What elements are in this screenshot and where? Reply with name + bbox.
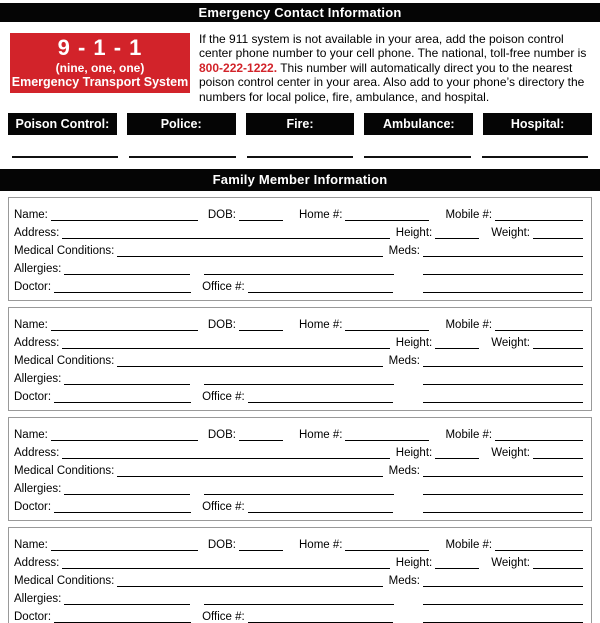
member-row-name	[14, 533, 583, 551]
meds-write-in-line-3	[423, 500, 583, 513]
section-header-family-member	[0, 169, 600, 191]
section-title: Emergency Contact Information	[198, 5, 402, 20]
doctor-write-in-line	[54, 280, 191, 293]
mobile-number-label: Mobile #:	[445, 429, 493, 442]
height-label: Height:	[395, 557, 433, 570]
contact-label-ambulance: Ambulance:	[364, 113, 473, 135]
911-number: 9 - 1 - 1	[57, 35, 143, 61]
poison-control-write-in-line	[12, 156, 118, 158]
name-label: Name:	[14, 319, 48, 332]
medical-conditions-label: Medical Conditions:	[14, 355, 115, 368]
member-row-allergies	[14, 367, 583, 385]
family-member-block-2	[8, 307, 592, 411]
office-number-label: Office #:	[202, 611, 245, 623]
mobile-number-write-in-line	[495, 538, 583, 551]
meds-write-in-line	[423, 354, 583, 367]
poison-control-instructions	[199, 31, 589, 104]
family-member-blocks	[0, 197, 600, 623]
contact-label-police: Police:	[127, 113, 236, 135]
height-label: Height:	[395, 337, 433, 350]
meds-write-in-line-3	[423, 280, 583, 293]
home-number-write-in-line	[345, 538, 429, 551]
allergies-write-in-line	[64, 592, 190, 605]
member-row-name	[14, 313, 583, 331]
office-number-write-in-line	[248, 500, 393, 513]
medical-conditions-write-in-line	[117, 464, 382, 477]
name-write-in-line	[51, 428, 198, 441]
height-write-in-line	[435, 226, 479, 239]
name-write-in-line	[51, 318, 198, 331]
member-row-doctor	[14, 275, 583, 293]
office-number-write-in-line	[248, 610, 393, 623]
medical-conditions-write-in-line	[117, 244, 382, 257]
weight-label: Weight:	[491, 557, 530, 570]
address-write-in-line	[62, 556, 389, 569]
member-row-medical	[14, 349, 583, 367]
allergies-write-in-line-2	[204, 372, 394, 385]
member-row-address	[14, 331, 583, 349]
mobile-number-label: Mobile #:	[445, 539, 493, 552]
mobile-number-write-in-line	[495, 428, 583, 441]
office-number-write-in-line	[248, 280, 393, 293]
medical-conditions-label: Medical Conditions:	[14, 575, 115, 588]
family-member-block-1	[8, 197, 592, 301]
member-row-medical	[14, 239, 583, 257]
allergies-label: Allergies:	[14, 483, 62, 496]
weight-write-in-line	[533, 556, 583, 569]
doctor-label: Doctor:	[14, 611, 52, 623]
meds-write-in-line-2	[423, 482, 583, 495]
medical-conditions-write-in-line	[117, 354, 382, 367]
medical-conditions-label: Medical Conditions:	[14, 245, 115, 258]
member-row-name	[14, 423, 583, 441]
weight-label: Weight:	[491, 447, 530, 460]
section-header-emergency-contact	[0, 3, 600, 22]
member-row-address	[14, 221, 583, 239]
allergies-label: Allergies:	[14, 373, 62, 386]
member-row-allergies	[14, 587, 583, 605]
meds-label: Meds:	[388, 355, 420, 368]
meds-write-in-line-2	[423, 372, 583, 385]
meds-write-in-line	[423, 464, 583, 477]
height-label: Height:	[395, 227, 433, 240]
allergies-label: Allergies:	[14, 593, 62, 606]
contact-label-hospital: Hospital:	[483, 113, 592, 135]
weight-write-in-line	[533, 446, 583, 459]
weight-write-in-line	[533, 226, 583, 239]
home-number-label: Home #:	[299, 429, 343, 442]
allergies-write-in-line	[64, 262, 190, 275]
contact-label-poison-control: Poison Control:	[8, 113, 117, 135]
weight-label: Weight:	[491, 337, 530, 350]
dob-label: DOB:	[207, 539, 236, 552]
doctor-label: Doctor:	[14, 281, 52, 294]
emergency-contact-labels-row	[8, 113, 592, 135]
name-label: Name:	[14, 429, 48, 442]
home-number-label: Home #:	[299, 319, 343, 332]
mobile-number-write-in-line	[495, 208, 583, 221]
police-write-in-line	[129, 156, 235, 158]
member-row-allergies	[14, 257, 583, 275]
allergies-write-in-line-2	[204, 482, 394, 495]
member-row-allergies	[14, 477, 583, 495]
medical-conditions-write-in-line	[117, 574, 382, 587]
poison-control-phone-number: 800-222-1222.	[199, 60, 278, 75]
mobile-number-label: Mobile #:	[445, 319, 493, 332]
member-row-medical	[14, 569, 583, 587]
address-write-in-line	[62, 226, 389, 239]
office-number-label: Office #:	[202, 281, 245, 294]
medical-conditions-label: Medical Conditions:	[14, 465, 115, 478]
family-member-block-3	[8, 417, 592, 521]
911-banner	[10, 33, 190, 93]
home-number-write-in-line	[345, 208, 429, 221]
ambulance-write-in-line	[364, 156, 470, 158]
doctor-label: Doctor:	[14, 391, 52, 404]
meds-write-in-line-2	[423, 262, 583, 275]
intro-section	[0, 22, 600, 104]
instructions-text-before: If the 911 system is not available in your area, add the poison control center phone number to your cell phone. The national, toll-free number is	[199, 32, 587, 61]
doctor-label: Doctor:	[14, 501, 52, 514]
member-row-address	[14, 441, 583, 459]
member-row-doctor	[14, 385, 583, 403]
contact-label-fire: Fire:	[246, 113, 355, 135]
address-label: Address:	[14, 227, 60, 240]
home-number-write-in-line	[345, 318, 429, 331]
member-row-address	[14, 551, 583, 569]
home-number-write-in-line	[345, 428, 429, 441]
meds-write-in-line-3	[423, 610, 583, 623]
emergency-contact-lines-row	[12, 156, 588, 158]
office-number-label: Office #:	[202, 391, 245, 404]
home-number-label: Home #:	[299, 209, 343, 222]
meds-label: Meds:	[388, 245, 420, 258]
name-write-in-line	[51, 538, 198, 551]
home-number-label: Home #:	[299, 539, 343, 552]
dob-label: DOB:	[207, 209, 236, 222]
height-label: Height:	[395, 447, 433, 460]
mobile-number-write-in-line	[495, 318, 583, 331]
member-row-doctor	[14, 495, 583, 513]
allergies-write-in-line	[64, 482, 190, 495]
dob-write-in-line	[239, 208, 283, 221]
meds-write-in-line-2	[423, 592, 583, 605]
address-label: Address:	[14, 337, 60, 350]
member-row-name	[14, 203, 583, 221]
height-write-in-line	[435, 556, 479, 569]
address-label: Address:	[14, 557, 60, 570]
meds-label: Meds:	[388, 575, 420, 588]
meds-write-in-line	[423, 574, 583, 587]
dob-write-in-line	[239, 318, 283, 331]
height-write-in-line	[435, 336, 479, 349]
address-write-in-line	[62, 446, 389, 459]
doctor-write-in-line	[54, 390, 191, 403]
name-write-in-line	[51, 208, 198, 221]
name-label: Name:	[14, 539, 48, 552]
allergies-write-in-line	[64, 372, 190, 385]
office-number-write-in-line	[248, 390, 393, 403]
family-member-block-4	[8, 527, 592, 623]
office-number-label: Office #:	[202, 501, 245, 514]
dob-label: DOB:	[207, 319, 236, 332]
member-row-doctor	[14, 605, 583, 623]
allergies-write-in-line-2	[204, 592, 394, 605]
meds-write-in-line	[423, 244, 583, 257]
address-write-in-line	[62, 336, 389, 349]
dob-write-in-line	[239, 428, 283, 441]
height-write-in-line	[435, 446, 479, 459]
hospital-write-in-line	[482, 156, 588, 158]
911-words: (nine, one, one)	[55, 60, 145, 75]
meds-write-in-line-3	[423, 390, 583, 403]
911-caption: Emergency Transport System	[11, 75, 189, 90]
mobile-number-label: Mobile #:	[445, 209, 493, 222]
allergies-label: Allergies:	[14, 263, 62, 276]
weight-label: Weight:	[491, 227, 530, 240]
meds-label: Meds:	[388, 465, 420, 478]
doctor-write-in-line	[54, 610, 191, 623]
instructions-text-after: This number will automatically direct you to the nearest poison control center in your area. Also add to your phone’s directory the numbers for local police, fire, ambulance, and hospital.	[199, 60, 585, 104]
dob-write-in-line	[239, 538, 283, 551]
section-title: Family Member Information	[212, 172, 388, 188]
allergies-write-in-line-2	[204, 262, 394, 275]
address-label: Address:	[14, 447, 60, 460]
name-label: Name:	[14, 209, 48, 222]
member-row-medical	[14, 459, 583, 477]
weight-write-in-line	[533, 336, 583, 349]
doctor-write-in-line	[54, 500, 191, 513]
fire-write-in-line	[247, 156, 353, 158]
dob-label: DOB:	[207, 429, 236, 442]
